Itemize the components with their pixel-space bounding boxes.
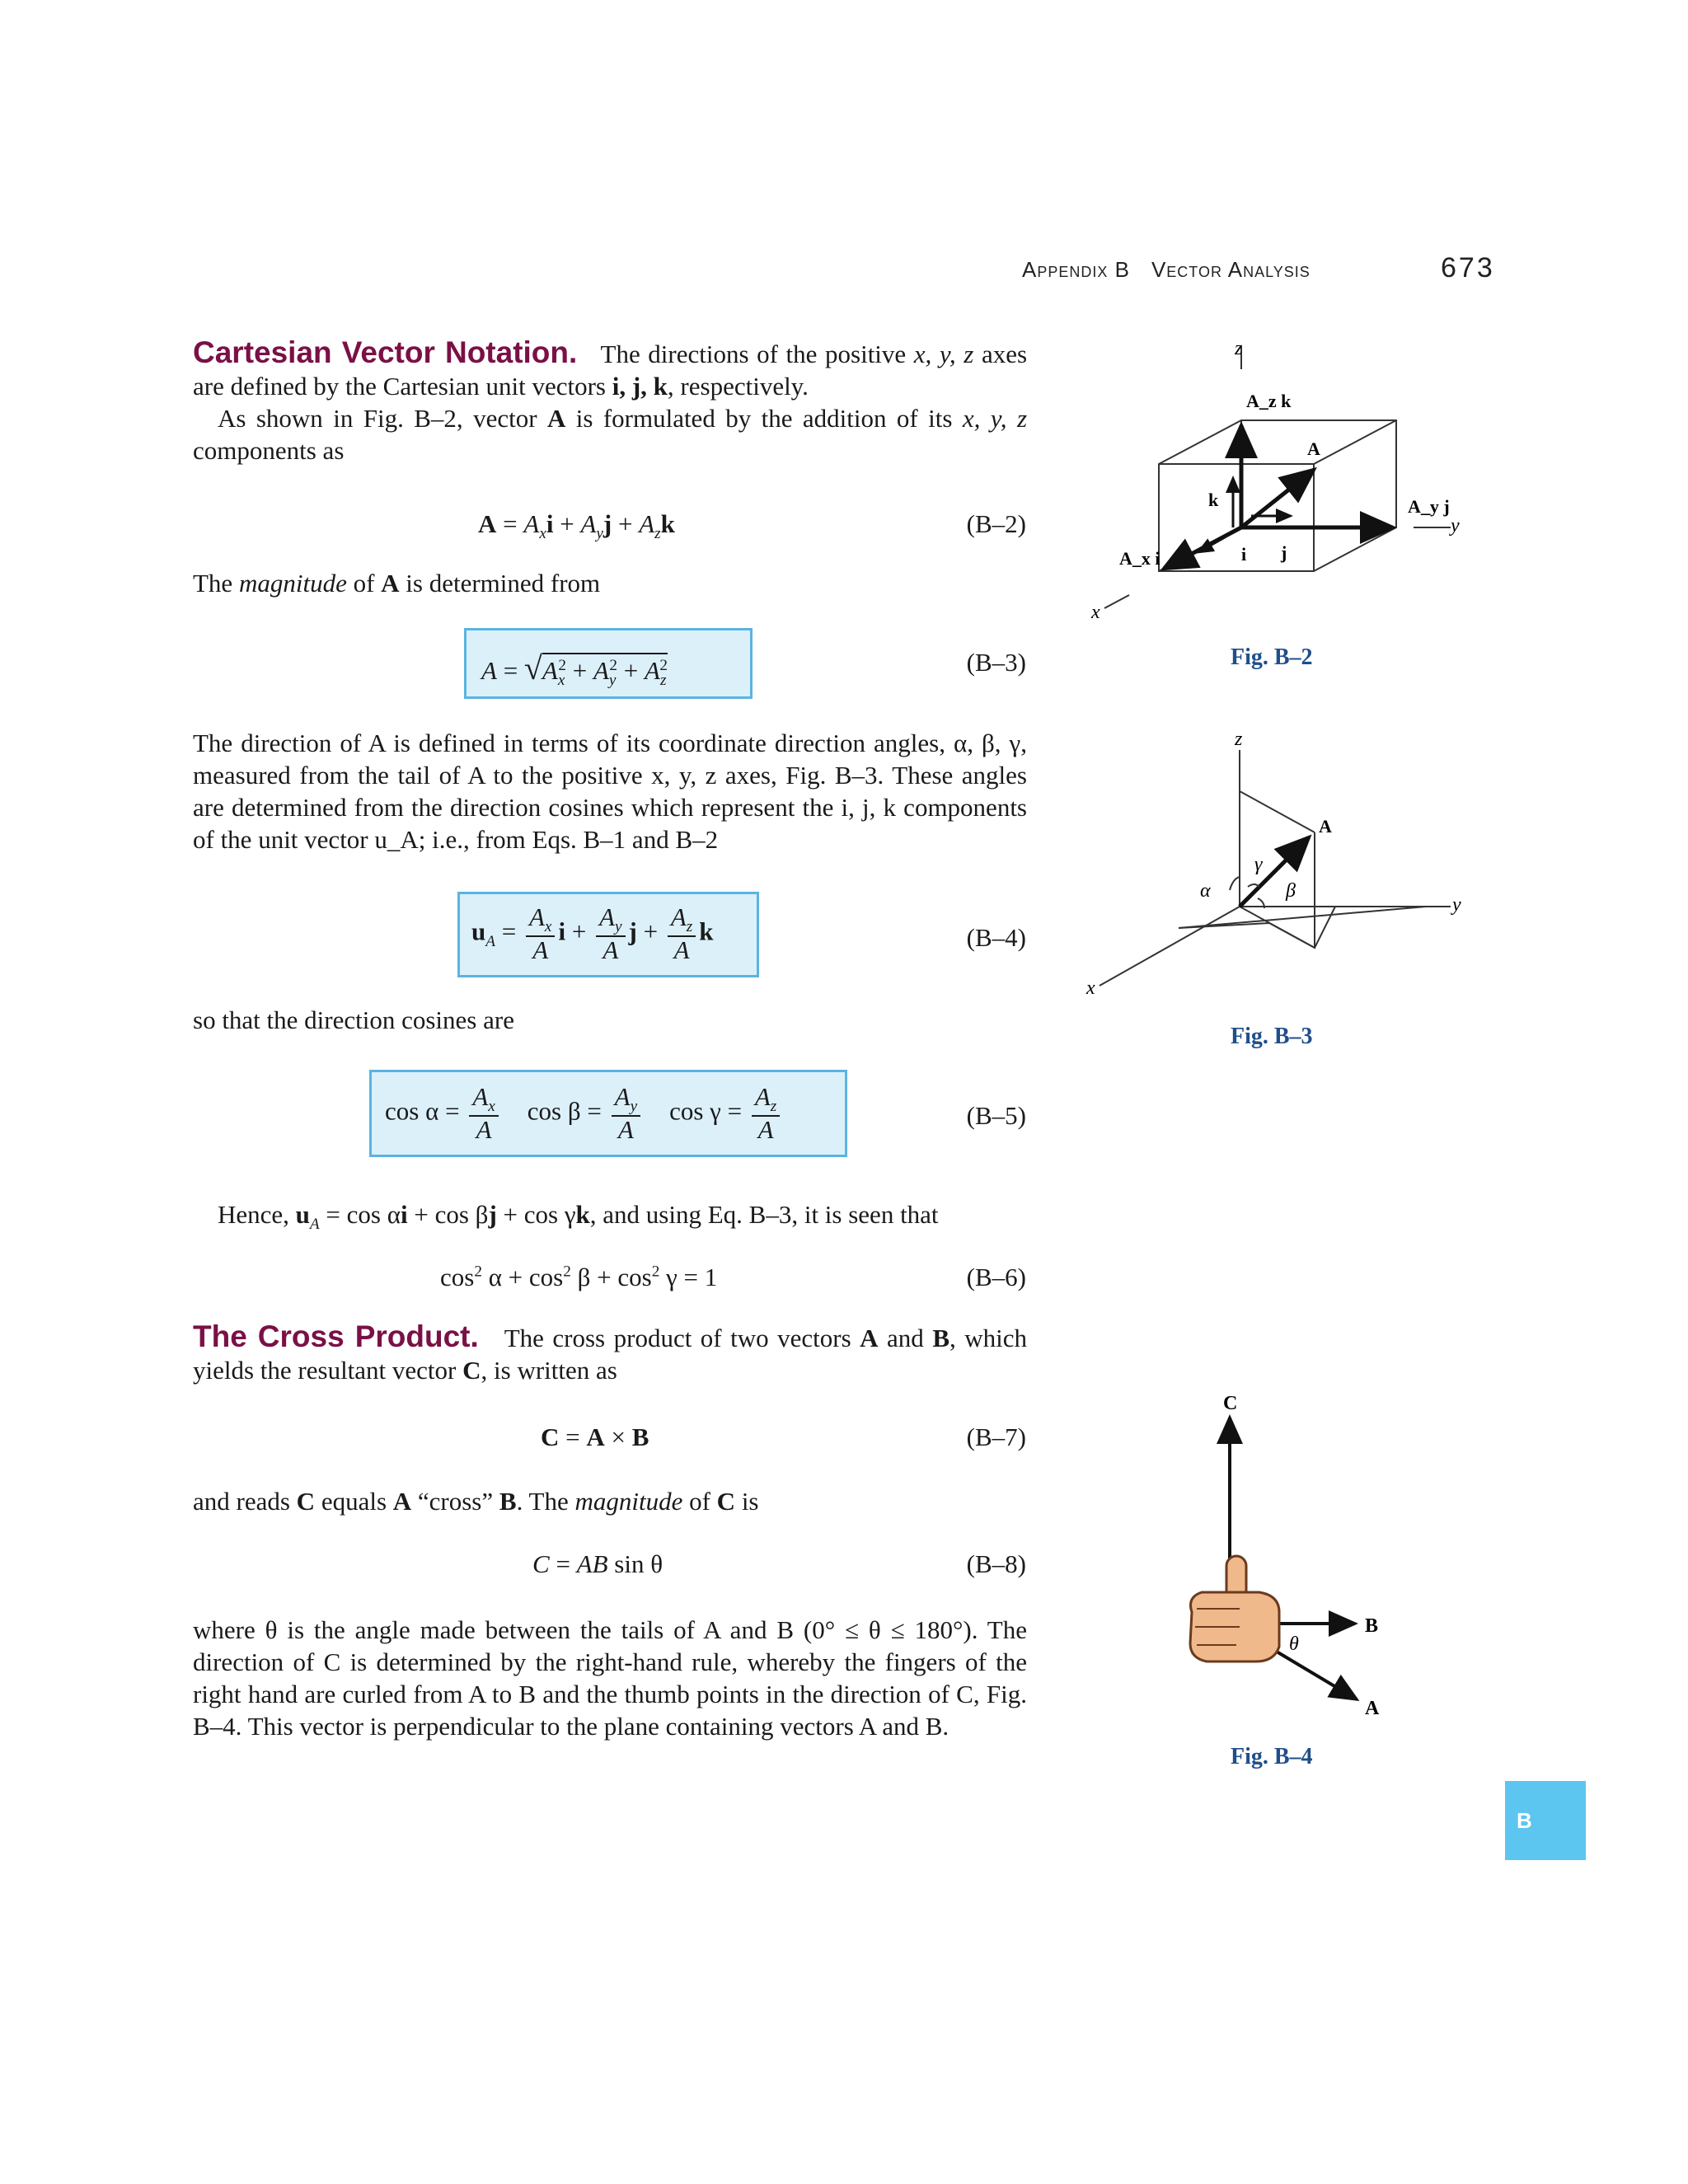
- fig-b4-label-c: C: [1223, 1393, 1238, 1414]
- hence-text: Hence, $u_A = \cos \alpha i + \cos \beta j + \cos \gamma k$, and using Eq. B–3, it is seen that: [218, 1200, 939, 1234]
- figure-caption-b4: Fig. B–4: [1231, 1744, 1313, 1769]
- figure-b4: [1154, 1385, 1418, 1731]
- figure-caption-b2: Fig. B–2: [1231, 644, 1313, 670]
- equation-box-b3: $A = √A_x^2 + A_y^2 + A_z^2$: [464, 628, 753, 699]
- header-appendix: Appendix B: [1022, 257, 1130, 282]
- equation-b7: C = A × B: [541, 1422, 649, 1451]
- equation-label-b5: (B–5): [966, 1101, 1026, 1130]
- fig-b4-label-theta: θ: [1289, 1633, 1299, 1655]
- fig-b4-label-a: A: [1365, 1698, 1380, 1719]
- equation-label-b7: (B–7): [966, 1422, 1026, 1451]
- fig-b2-label-ayj: A_y j: [1408, 496, 1450, 517]
- so-that-text: so that the direction cosines are: [193, 1005, 514, 1034]
- fig-b3-label-a: A: [1319, 816, 1332, 837]
- fig-b3-label-x: x: [1086, 977, 1095, 999]
- fig-b2-label-k: k: [1208, 490, 1219, 510]
- running-header: [1022, 257, 1311, 283]
- equation-label-b6: (B–6): [966, 1263, 1026, 1291]
- right-hand-icon: [1190, 1556, 1279, 1661]
- fig-b2-label-azk: A_z k: [1246, 391, 1292, 411]
- chapter-tab-letter: B: [1517, 1808, 1532, 1833]
- section-cartesian-intro: Cartesian Vector Notation. The directions of the positive x, y, z axes are defined by the Cartesian unit vectors i, j, k, respectively. As shown in Fig. B–2, vector A is formulated by the addition of its x, y, z components as: [193, 335, 1028, 465]
- equation-label-b3: (B–3): [966, 648, 1026, 677]
- figure-caption-b3: Fig. B–3: [1231, 1024, 1313, 1049]
- fig-b4-label-b: B: [1365, 1615, 1379, 1637]
- reads-text: and reads C equals A “cross” B. The magnitude of C is: [193, 1487, 759, 1516]
- equation-b6: $\cos^2 \alpha + \cos^2 \beta + \cos^2 \gamma = 1$: [440, 1263, 718, 1291]
- equation-label-b2: (B–2): [966, 509, 1026, 538]
- section-heading-cross: The Cross Product.: [193, 1319, 479, 1353]
- equation-label-b8: (B–8): [966, 1549, 1026, 1578]
- section-heading-cartesian: Cartesian Vector Notation.: [193, 335, 578, 369]
- fig-b3-label-gamma: γ: [1254, 854, 1263, 875]
- equation-label-b4: (B–4): [966, 923, 1026, 952]
- fig-b3-label-alpha: α: [1200, 880, 1211, 902]
- header-title: Vector Analysis: [1151, 257, 1311, 282]
- fig-b2-label-axi: A_x i: [1119, 548, 1160, 569]
- magnitude-text: The magnitude of A is determined from: [193, 569, 601, 598]
- fig-b3-label-z: z: [1235, 729, 1243, 750]
- direction-paragraph: The direction of A is defined in terms of its coordinate direction angles, α, β, γ, measured from the tail of A to the positive x, y, z axes, Fig. B–3. These angles are determined from the direction cosines which represent the i, j, k components of the unit vector u_A; i.e., from Eqs. B–1 and B–2: [193, 729, 1027, 854]
- figure-b3: [1071, 725, 1500, 1005]
- fig-b3-label-beta: β: [1286, 880, 1296, 902]
- fig-b2-label-y: y: [1451, 515, 1460, 537]
- figure-b2: [1071, 330, 1500, 626]
- fig-b3-label-y: y: [1452, 894, 1461, 916]
- fig-b2-label-i: i: [1241, 544, 1247, 565]
- fig-b2-label-j: j: [1281, 542, 1287, 563]
- fig-b2-label-a: A: [1307, 438, 1320, 459]
- equation-b8: C = AB sin θ: [532, 1549, 663, 1578]
- where-paragraph: where θ is the angle made between the tails of A and B (0° ≤ θ ≤ 180°). The direction of C is determined by the right-hand rule, whereby the fingers of the right hand are curled from A to B and the thumb points in the direction of C, Fig. B–4. This vector is perpendicular to the plane containing vectors A and B.: [193, 1615, 1027, 1741]
- equation-box-b5: cos α = $\frac{A_x}{A}$ cos β = $\frac{A_y}{A}$ cos γ = $\frac{A_z}{A}$: [369, 1070, 847, 1157]
- fig-b2-label-x: x: [1091, 602, 1100, 623]
- fig-b2-label-z: z: [1235, 338, 1243, 359]
- equation-box-b4: $u_A$ = $\frac{A_x}{A}$ i + $\frac{A_y}{A}$ j + $\frac{A_z}{A}$ k: [457, 892, 759, 977]
- equation-b2: $A = A_xi + A_yj + A_zk$: [478, 509, 675, 543]
- chapter-thumb-tab: [1505, 1781, 1586, 1860]
- section-cross-intro: The Cross Product. The cross product of two vectors A and B, which yields the resultant vector C, is written as: [193, 1319, 1028, 1385]
- page-number: 673: [1441, 252, 1495, 284]
